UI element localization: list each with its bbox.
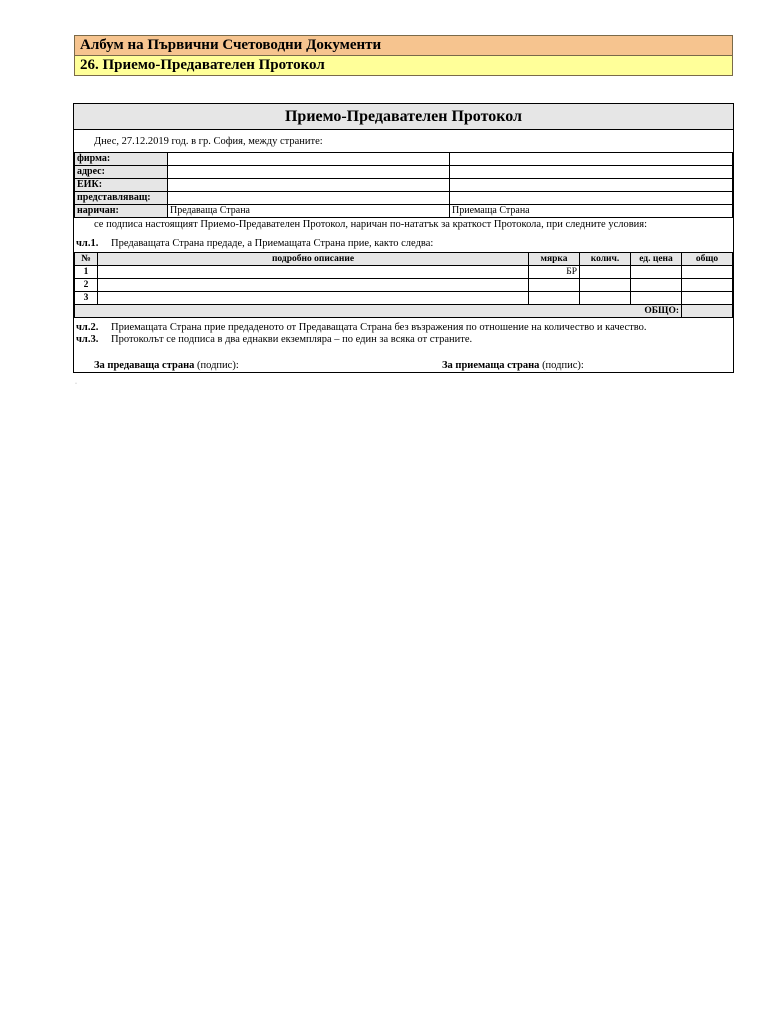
article-1-text: Предаващата Страна предаде, а Приемащата Страна прие, както следва: bbox=[111, 238, 434, 249]
total-cell[interactable] bbox=[682, 279, 733, 292]
article-2-label: чл.2. bbox=[76, 322, 99, 333]
col-unit-price-header: ед. цена bbox=[631, 253, 682, 266]
signature-right-label: За приемаща страна bbox=[442, 360, 540, 371]
right-party-named-cell: Приемаща Страна bbox=[450, 205, 733, 218]
qty-cell[interactable] bbox=[580, 279, 631, 292]
party-row-named bbox=[75, 205, 733, 218]
right-party-firm-cell[interactable] bbox=[450, 153, 733, 166]
signature-left bbox=[94, 359, 239, 372]
page-marker: · bbox=[75, 381, 77, 387]
row-number: 2 bbox=[75, 279, 98, 292]
party-label: фирма: bbox=[75, 153, 168, 166]
table-row bbox=[75, 292, 733, 305]
right-party-eik-cell[interactable] bbox=[450, 179, 733, 192]
unit-price-cell[interactable] bbox=[631, 279, 682, 292]
description-cell[interactable] bbox=[98, 266, 529, 279]
unit-cell[interactable] bbox=[529, 292, 580, 305]
left-party-firm-cell[interactable] bbox=[168, 153, 450, 166]
col-total-header: общо bbox=[682, 253, 733, 266]
party-row-eik bbox=[75, 179, 733, 192]
album-title: Албум на Първични Счетоводни Документи bbox=[74, 35, 733, 56]
left-party-address-cell[interactable] bbox=[168, 166, 450, 179]
grand-total-cell[interactable] bbox=[682, 305, 733, 318]
col-qty-header: колич. bbox=[580, 253, 631, 266]
left-party-representative-cell[interactable] bbox=[168, 192, 450, 205]
signature-right bbox=[442, 359, 584, 372]
table-row bbox=[75, 279, 733, 292]
signed-statement: се подписа настоящият Приемо-Предавателен Протокол, наричан по-нататък за краткост Протокола, при следните условия: bbox=[94, 219, 648, 230]
left-party-eik-cell[interactable] bbox=[168, 179, 450, 192]
party-row-address bbox=[75, 166, 733, 179]
party-label: ЕИК: bbox=[75, 179, 168, 192]
row-number: 3 bbox=[75, 292, 98, 305]
qty-cell[interactable] bbox=[580, 292, 631, 305]
items-table bbox=[74, 252, 733, 318]
description-cell[interactable] bbox=[98, 279, 529, 292]
intro-line: Днес, 27.12.2019 год. в гр. София, между страните: bbox=[94, 136, 323, 147]
article-3-label: чл.3. bbox=[76, 334, 99, 345]
article-2-text: Приемащата Страна прие предаденото от Предаващата Страна без възражения по отношение на количество и качество. bbox=[111, 322, 647, 333]
signature-right-note: (подпис): bbox=[542, 360, 584, 371]
row-number: 1 bbox=[75, 266, 98, 279]
col-number-header: № bbox=[75, 253, 98, 266]
party-row-firm bbox=[75, 153, 733, 166]
unit-cell[interactable] bbox=[529, 279, 580, 292]
party-row-representative bbox=[75, 192, 733, 205]
total-label: ОБЩО: bbox=[75, 305, 682, 318]
table-row bbox=[75, 266, 733, 279]
protocol-form bbox=[73, 103, 734, 373]
party-label: наричан: bbox=[75, 205, 168, 218]
total-cell[interactable] bbox=[682, 266, 733, 279]
party-label: адрес: bbox=[75, 166, 168, 179]
unit-price-cell[interactable] bbox=[631, 266, 682, 279]
signature-left-note: (подпис): bbox=[197, 360, 239, 371]
left-party-named-cell: Предаваща Страна bbox=[168, 205, 450, 218]
protocol-title: Приемо-Предавателен Протокол bbox=[74, 104, 733, 130]
right-party-representative-cell[interactable] bbox=[450, 192, 733, 205]
unit-price-cell[interactable] bbox=[631, 292, 682, 305]
col-description-header: подробно описание bbox=[98, 253, 529, 266]
total-cell[interactable] bbox=[682, 292, 733, 305]
total-row bbox=[75, 305, 733, 318]
party-label: представляващ: bbox=[75, 192, 168, 205]
article-3-text: Протоколът се подписа в два еднакви екземпляра – по един за всяка от страните. bbox=[111, 334, 473, 345]
col-unit-header: мярка bbox=[529, 253, 580, 266]
parties-table bbox=[74, 152, 733, 218]
qty-cell[interactable] bbox=[580, 266, 631, 279]
article-1-label: чл.1. bbox=[76, 238, 99, 249]
unit-cell[interactable]: БР bbox=[529, 266, 580, 279]
document-number-title: 26. Приемо-Предавателен Протокол bbox=[74, 55, 733, 76]
signature-left-label: За предаваща страна bbox=[94, 360, 195, 371]
right-party-address-cell[interactable] bbox=[450, 166, 733, 179]
items-header-row bbox=[75, 253, 733, 266]
description-cell[interactable] bbox=[98, 292, 529, 305]
